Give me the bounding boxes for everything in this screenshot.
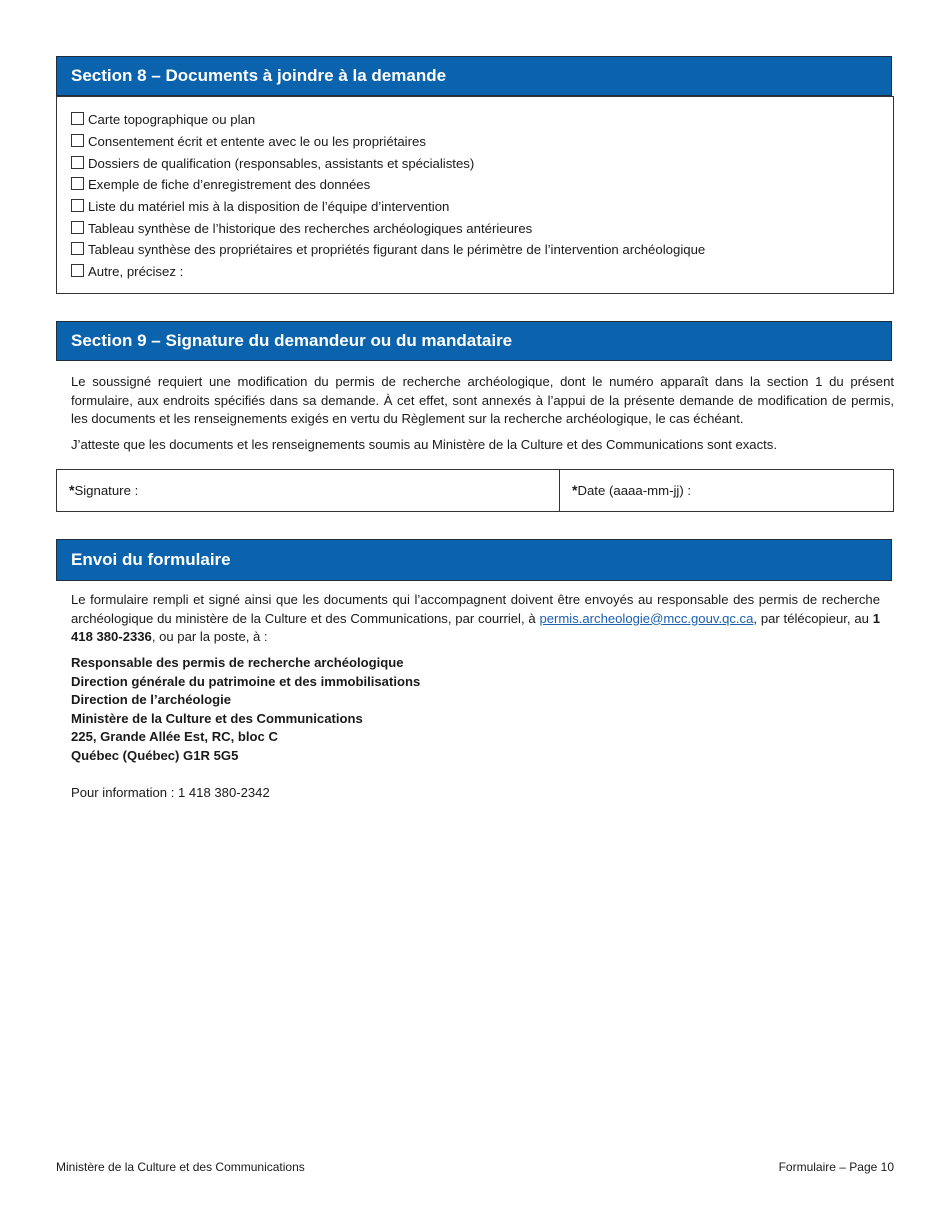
- checkbox[interactable]: [71, 156, 84, 169]
- envoi-text-part3: , ou par la poste, à :: [151, 629, 268, 644]
- checkbox[interactable]: [71, 264, 84, 277]
- date-field[interactable]: [560, 470, 893, 511]
- section8-header: [56, 56, 892, 96]
- envoi-text-part1: Le formulaire rempli et signé ainsi que les documents qui l’accompagnent doivent être envoyés au responsable des permis de recherche archéologique du ministère de la Culture et des Communications, par courriel, à: [71, 592, 880, 626]
- checklist-item[interactable]: [71, 109, 705, 131]
- address-line: Responsable des permis de recherche archéologique: [71, 655, 404, 670]
- envoi-header: [56, 539, 892, 581]
- address-line: Québec (Québec) G1R 5G5: [71, 747, 239, 763]
- checklist-item[interactable]: [71, 174, 705, 196]
- checkbox[interactable]: [71, 221, 84, 234]
- checklist-label: Tableau synthèse des propriétaires et propriétés figurant dans le périmètre de l’intervention archéologique: [88, 242, 706, 258]
- signature-row: [56, 469, 894, 512]
- section8-box: [56, 96, 894, 294]
- section9-title: Section 9 – Signature du demandeur ou du mandataire: [71, 331, 513, 350]
- checklist-item[interactable]: [71, 196, 705, 218]
- footer-ministry: Ministère de la Culture et des Communications: [56, 1160, 305, 1174]
- signature-label: Signature :: [74, 483, 139, 498]
- checkbox[interactable]: [71, 242, 84, 255]
- checklist-label: Autre, précisez :: [88, 264, 184, 280]
- address-line: Ministère de la Culture et des Communications: [71, 710, 363, 726]
- signature-field[interactable]: [57, 470, 560, 511]
- checkbox[interactable]: [71, 134, 84, 147]
- checklist-label: Carte topographique ou plan: [88, 112, 256, 128]
- footer-page-number: Formulaire – Page 10: [778, 1160, 894, 1174]
- documents-checklist: [71, 109, 705, 283]
- checklist-label: Consentement écrit et entente avec le ou les propriétaires: [88, 134, 426, 150]
- envoi-title: Envoi du formulaire: [71, 550, 231, 569]
- required-mark: *: [572, 482, 578, 498]
- info-phone: Pour information : 1 418 380-2342: [71, 785, 270, 800]
- section9-declaration: Le soussigné requiert une modification du permis de recherche archéologique, dont le numéro apparaît dans la section 1 du présent formulaire, aux endroits spécifiés dans sa demande. À cet effet, sont annexés à l’appui de la présente demande de modification de permis, les documents et les renseignements exigés en vertu du Règlement sur la recherche archéologique, le cas échéant.: [71, 374, 894, 426]
- address-line: Direction de l’archéologie: [71, 692, 232, 707]
- email-link[interactable]: permis.archeologie@mcc.gouv.qc.ca: [539, 610, 754, 626]
- envoi-instructions: [71, 591, 880, 647]
- checkbox[interactable]: [71, 112, 84, 125]
- section9-header: [56, 321, 892, 361]
- checklist-label: Dossiers de qualification (responsables, assistants et spécialistes): [88, 155, 475, 171]
- checklist-item[interactable]: [71, 152, 705, 174]
- address-line: 225, Grande Allée Est, RC, bloc C: [71, 729, 278, 744]
- section8-title: Section 8 – Documents à joindre à la demande: [71, 66, 447, 85]
- checklist-item[interactable]: [71, 239, 705, 261]
- required-mark: *: [69, 482, 75, 498]
- checklist-label: Exemple de fiche d’enregistrement des données: [88, 177, 371, 193]
- checkbox[interactable]: [71, 199, 84, 212]
- section9-attestation: J’atteste que les documents et les renseignements soumis au Ministère de la Culture et des Communications sont exacts.: [71, 437, 777, 452]
- checklist-label: Tableau synthèse de l’historique des recherches archéologiques antérieures: [88, 220, 533, 236]
- checkbox[interactable]: [71, 177, 84, 190]
- fax-number: 1 418 380-2336: [71, 610, 880, 644]
- checklist-label: Liste du matériel mis à la disposition de l’équipe d’intervention: [88, 199, 450, 215]
- mailing-address: [71, 654, 420, 765]
- date-label: Date (aaaa-mm-jj) :: [577, 483, 692, 498]
- checklist-item-other[interactable]: [71, 261, 705, 283]
- checklist-item[interactable]: [71, 131, 705, 153]
- checklist-item[interactable]: [71, 217, 705, 239]
- address-line: Direction générale du patrimoine et des immobilisations: [71, 673, 421, 689]
- envoi-text-part2: , par télécopieur, au: [753, 610, 873, 626]
